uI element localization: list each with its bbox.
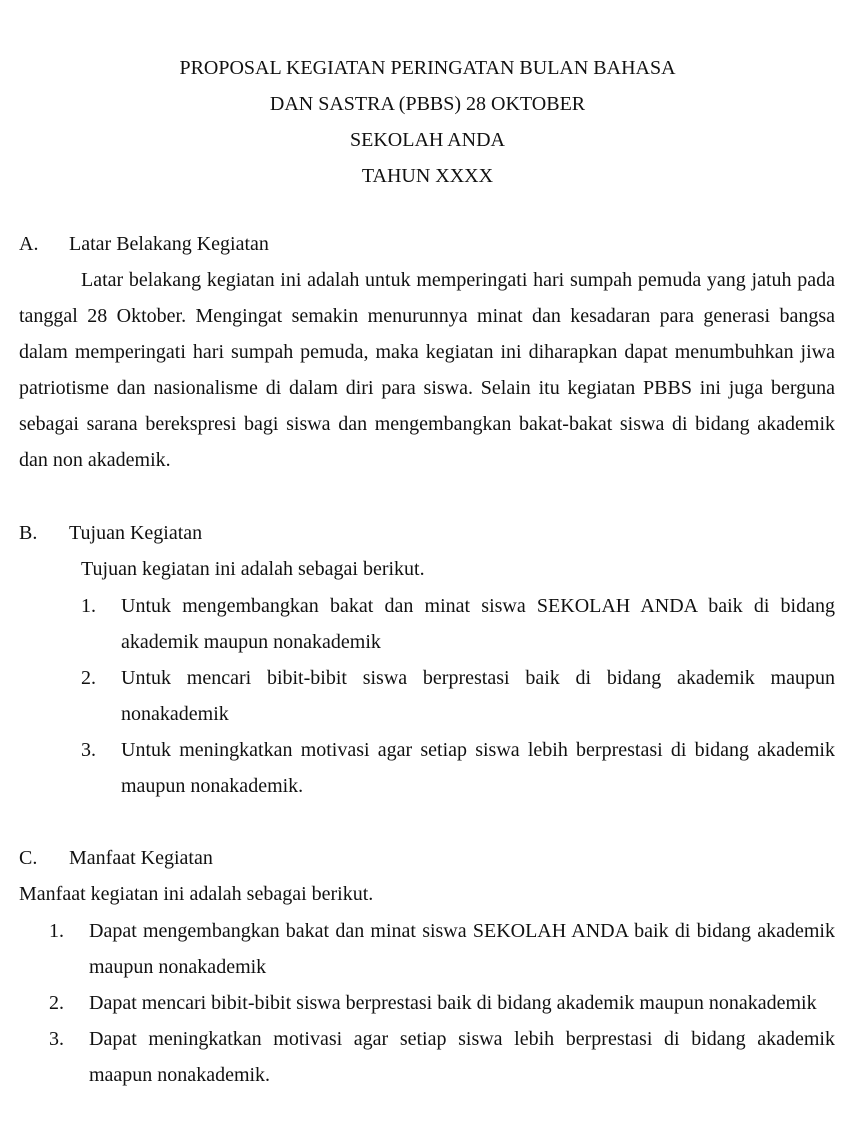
section-b-intro: Tujuan kegiatan ini adalah sebagai berikut. — [81, 558, 425, 580]
section-b-title: Tujuan Kegiatan — [69, 522, 203, 544]
list-item-number: 2. — [49, 992, 64, 1014]
list-item-number: 3. — [49, 1028, 64, 1050]
title-line-2: DAN SASTRA (PBBS) 28 OKTOBER — [269, 93, 586, 115]
section-c-heading — [19, 846, 213, 870]
list-item — [81, 588, 835, 660]
title-line-3: SEKOLAH ANDA — [350, 129, 505, 151]
section-b-list — [81, 588, 835, 804]
section-a-heading — [19, 232, 269, 256]
list-item-text: Untuk mencari bibit-bibit siswa berprestasi baik di bidang akademik maupun nonakademik — [121, 667, 835, 725]
document-title — [0, 50, 855, 194]
section-a-paragraph: Latar belakang kegiatan ini adalah untuk memperingati hari sumpah pemuda yang jatuh pada tanggal 28 Oktober. Mengingat semakin menurunnya minat dan kesadaran para generasi bangsa dalam memperingati hari sumpah pemuda, maka kegiatan ini diharapkan dapat menumbuhkan jiwa patriotisme dan nasionalisme di dalam diri para siswa. Selain itu kegiatan PBBS ini juga berguna sebagai sarana berekspresi bagi siswa dan mengembangkan bakat-bakat siswa di bidang akademik dan non akademik. — [19, 269, 835, 471]
list-item-text: Untuk meningkatkan motivasi agar setiap siswa lebih berprestasi di bidang akademik maupun nonakademik. — [121, 739, 835, 797]
section-c-list — [49, 913, 835, 1093]
list-item — [49, 985, 835, 1021]
list-item — [81, 660, 835, 732]
list-item-number: 1. — [81, 595, 96, 617]
section-c-letter: C. — [19, 847, 38, 869]
section-a-title: Latar Belakang Kegiatan — [69, 233, 269, 255]
list-item-text: Dapat meningkatkan motivasi agar setiap siswa lebih berprestasi di bidang akademik maapun nonakademik. — [89, 1028, 835, 1086]
list-item-text: Dapat mengembangkan bakat dan minat siswa SEKOLAH ANDA baik di bidang akademik maupun nonakademik — [89, 920, 835, 978]
list-item-text: Untuk mengembangkan bakat dan minat siswa SEKOLAH ANDA baik di bidang akademik maupun nonakademik — [121, 595, 835, 653]
list-item — [49, 1021, 835, 1093]
list-item-number: 2. — [81, 667, 96, 689]
list-item-number: 3. — [81, 739, 96, 761]
list-item-text: Dapat mencari bibit-bibit siswa berprestasi baik di bidang akademik maupun nonakademik — [89, 992, 817, 1014]
title-line-1: PROPOSAL KEGIATAN PERINGATAN BULAN BAHASA — [179, 57, 676, 79]
title-line-4: TAHUN XXXX — [361, 165, 494, 187]
list-item — [49, 913, 835, 985]
section-b-letter: B. — [19, 522, 38, 544]
section-b-heading — [19, 521, 202, 545]
section-c-intro: Manfaat kegiatan ini adalah sebagai berikut. — [19, 883, 374, 905]
section-a-letter: A. — [19, 233, 39, 255]
list-item — [81, 732, 835, 804]
section-c-title: Manfaat Kegiatan — [69, 847, 213, 869]
list-item-number: 1. — [49, 920, 64, 942]
